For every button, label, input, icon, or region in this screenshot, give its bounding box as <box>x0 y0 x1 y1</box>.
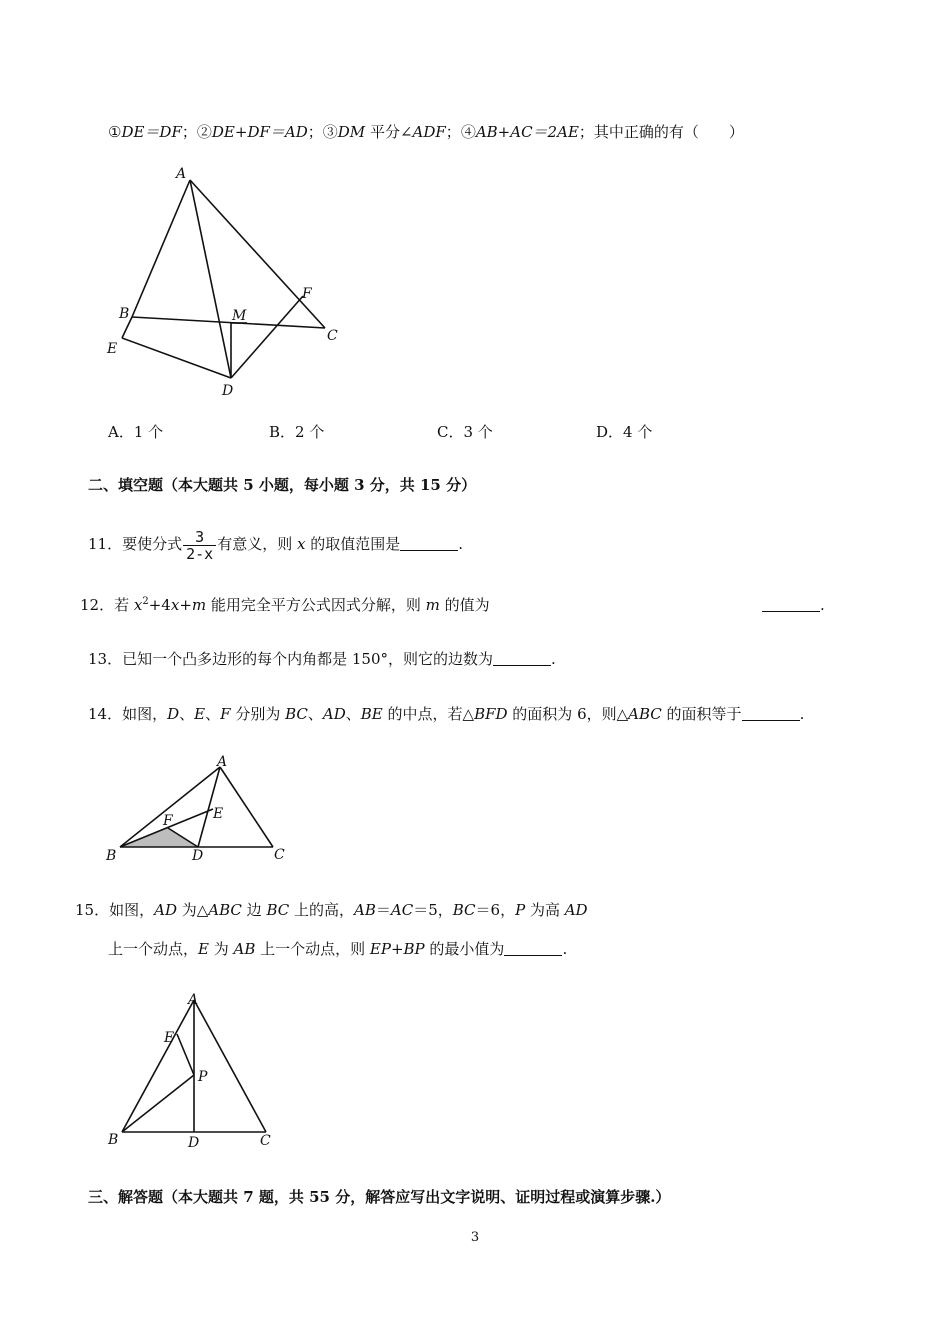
q12: 12．若 $x^2+4x+m$ 能用完全平方公式因式分解，则 m 的值为 <box>80 596 490 614</box>
q15-label-e: E <box>164 1030 175 1046</box>
q15-label-d: D <box>188 1135 200 1151</box>
q12-answer: . <box>762 595 825 615</box>
q10-label-m: M <box>232 308 247 324</box>
q14-answer-blank[interactable] <box>742 706 800 721</box>
q11-answer-blank[interactable] <box>400 536 458 551</box>
q14-label-b: B <box>106 848 117 864</box>
q10-label-f: F <box>302 286 312 302</box>
choice-d[interactable]: D．4 个 <box>596 423 653 441</box>
q12-answer-blank[interactable] <box>762 597 820 612</box>
q11-fraction: $\frac{3}{2-x}$ <box>183 529 216 562</box>
q15-line1: 15．如图，AD 为△ABC 边 BC 上的高，AB＝AC＝5，BC＝6，P 为高 AD <box>75 901 588 919</box>
section3-heading: 三、解答题（本大题共 7 题，共 55 分，解答应写出文字说明、证明过程或演算步骤.） <box>88 1188 671 1206</box>
q14-label-c: C <box>274 847 285 863</box>
choice-b[interactable]: B．2 个 <box>269 423 325 441</box>
q14-label-e: E <box>213 806 224 822</box>
page-number: 3 <box>470 1230 480 1245</box>
q13-answer-blank[interactable] <box>493 651 551 666</box>
q10-label-a: A <box>176 166 187 182</box>
q15-label-c: C <box>260 1133 271 1149</box>
q15-line2: 上一个动点，E 为 AB 上一个动点，则 EP+BP 的最小值为 . <box>108 940 568 958</box>
q10-label-e: E <box>107 341 118 357</box>
q15-answer-blank[interactable] <box>504 941 562 956</box>
q13: 13．已知一个凸多边形的每个内角都是 150°，则它的边数为 . <box>88 650 556 668</box>
q14-figure <box>100 752 300 867</box>
q10-figure <box>100 160 360 400</box>
section2-heading: 二、填空题（本大题共 5 小题，每小题 3 分，共 15 分） <box>88 476 477 494</box>
q14-label-d: D <box>192 848 204 864</box>
q10-label-b: B <box>119 306 130 322</box>
q14-label-f: F <box>163 813 173 829</box>
q15-figure <box>100 992 290 1152</box>
choice-a[interactable]: A．1 个 <box>108 423 164 441</box>
q14: 14．如图，D、E、F 分别为 BC、AD、BE 的中点，若△BFD 的面积为 6，则△ABC 的面积等于 . <box>88 705 805 723</box>
q10-label-d: D <box>222 383 234 399</box>
q15-label-a: A <box>188 992 199 1008</box>
q11: 11．要使分式 $\frac{3}{2-x}$ 有意义，则 x 的取值范围是 . <box>88 527 464 563</box>
q10-statements: ①DE＝DF；②DE+DF＝AD；③DM 平分∠ADF；④AB+AC＝2AE；其中正确的有（ ） <box>108 123 744 141</box>
q15-label-p: P <box>198 1069 208 1085</box>
q10-label-c: C <box>327 328 338 344</box>
choice-c[interactable]: C．3 个 <box>437 423 493 441</box>
q15-label-b: B <box>108 1132 119 1148</box>
q14-label-a: A <box>217 754 228 770</box>
